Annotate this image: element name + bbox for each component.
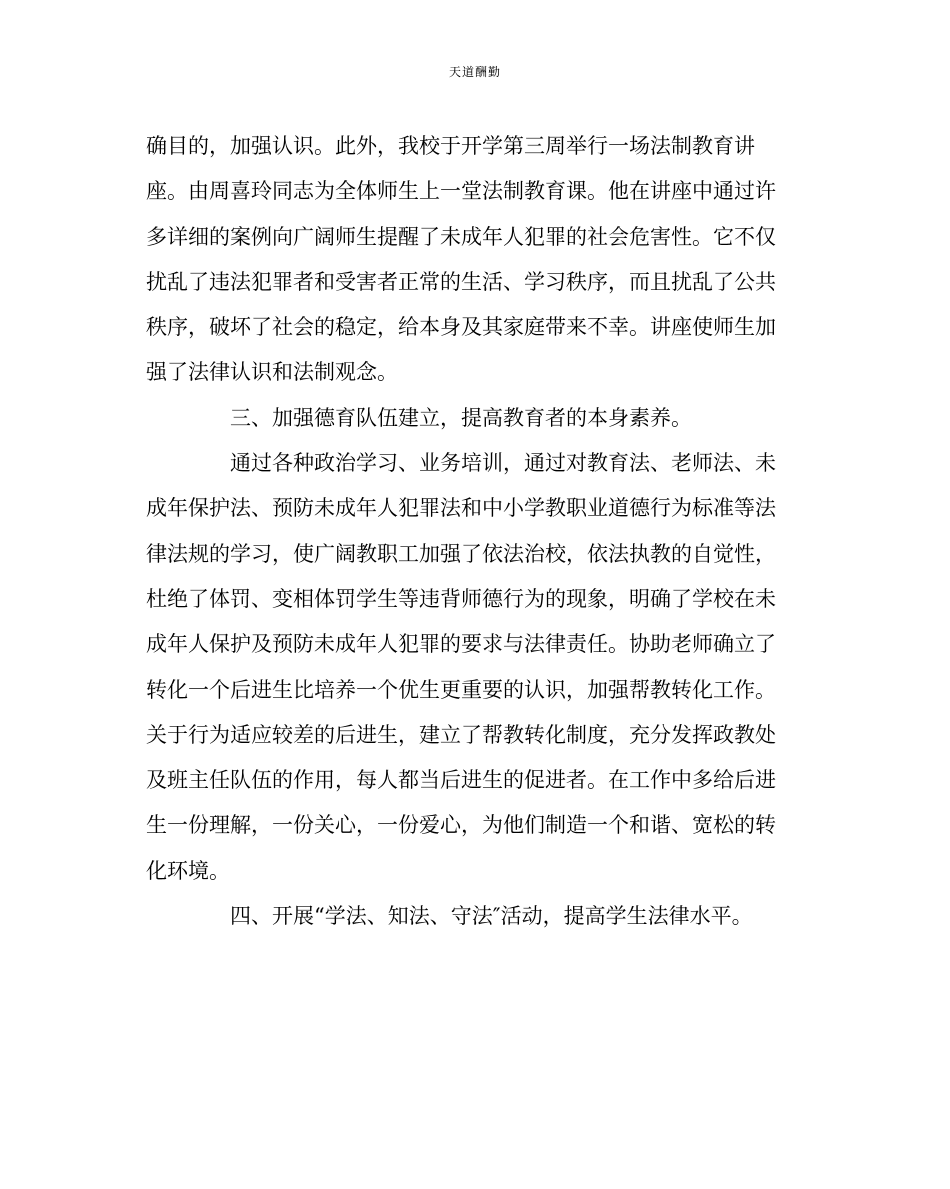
page-header: 天道酬勤 [448,65,501,79]
text-line: 成年保护法、预防未成年人犯罪法和中小学教职业道德行为标准等法 [146,496,776,521]
text-line: 座。由周喜玲同志为全体师生上一堂法制教育课。他在讲座中通过许 [146,179,776,204]
body-text [146,124,806,939]
section-heading-4: 四、开展“学法、知法、守法″活动，提高学生法律水平。 [230,904,753,929]
text-line: 秩序，破坏了社会的稳定，给本身及其家庭带来不幸。讲座使师生加 [146,315,776,340]
text-line: 多详细的案例向广阔师生提醒了未成年人犯罪的社会危害性。它不仅 [146,224,776,249]
text-line: 转化一个后进生比培养一个优生更重要的认识，加强帮教转化工作。 [146,677,776,702]
text-line: 律法规的学习，使广阔教职工加强了依法治校，依法执教的自觉性， [146,541,776,566]
text-line: 成年人保护及预防未成年人犯罪的要求与法律责任。协助老师确立了 [146,632,776,657]
text-line: 及班主任队伍的作用，每人都当后进生的促进者。在工作中多给后进 [146,768,776,793]
text-line: 扰乱了违法犯罪者和受害者正常的生活、学习秩序，而且扰乱了公共 [146,269,776,294]
text-line: 关于行为适应较差的后进生，建立了帮教转化制度，充分发挥政教处 [146,722,776,747]
text-line: 化环境。 [146,858,230,883]
text-line: 杜绝了体罚、变相体罚学生等违背师德行为的现象，明确了学校在未 [146,586,776,611]
text-line: 确目的，加强认识。此外，我校于开学第三周举行一场法制教育讲 [146,134,755,158]
text-line: 强了法律认识和法制观念。 [146,360,398,385]
text-line: 生一份理解，一份关心，一份爱心，为他们制造一个和谐、宽松的转 [146,813,776,838]
text-line: 通过各种政治学习、业务培训，通过对教育法、老师法、未 [230,451,776,476]
section-heading-3: 三、加强德育队伍建立，提高教育者的本身素养。 [230,405,692,430]
